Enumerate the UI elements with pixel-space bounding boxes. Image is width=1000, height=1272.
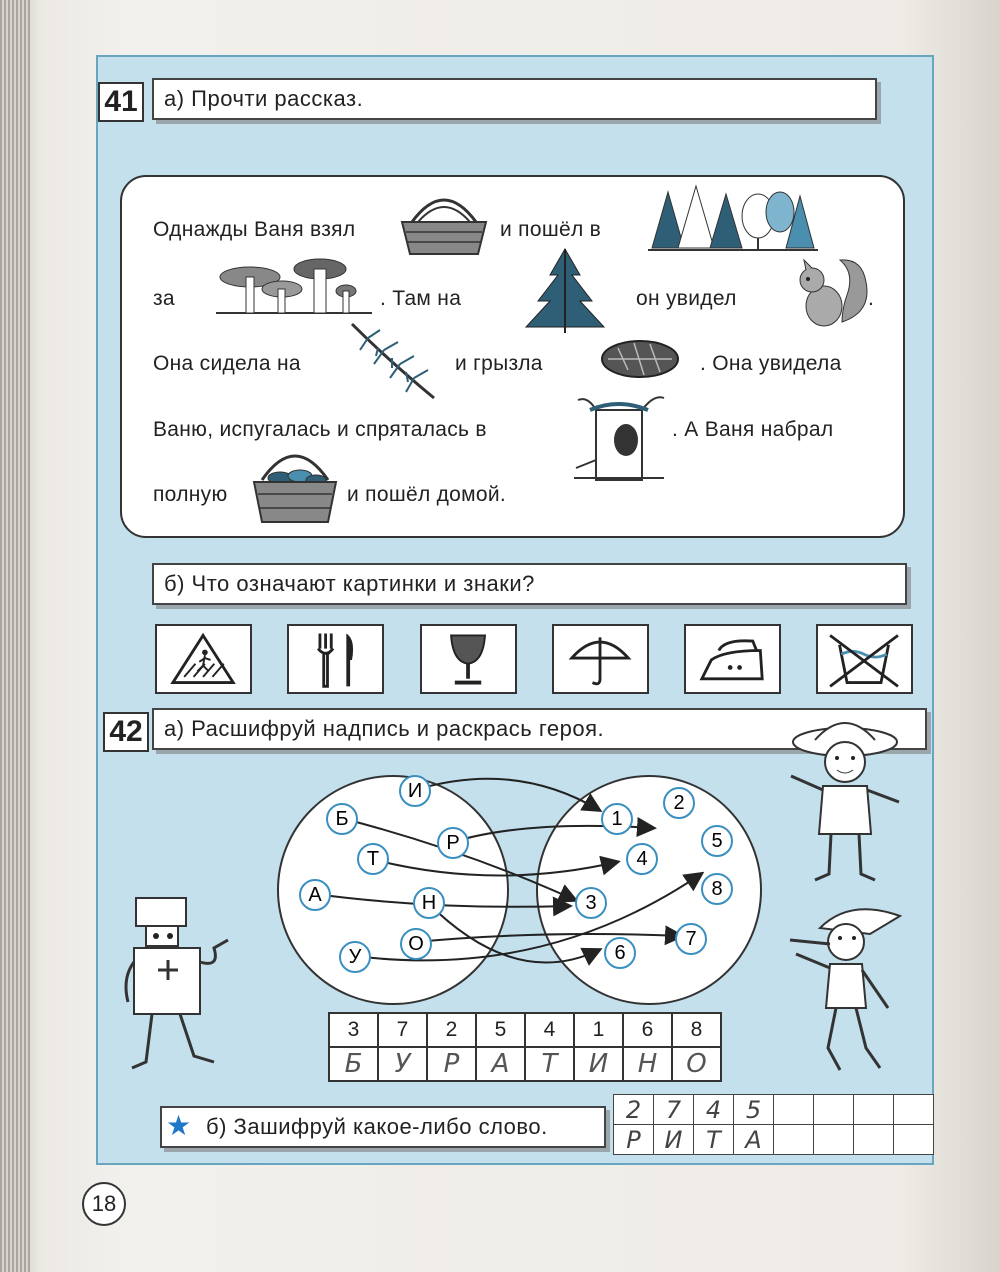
letter: А [308,884,322,906]
story-line-3a: Она сидела на [153,352,301,375]
letter: О [408,933,424,955]
story-line-2b: . Там на [380,287,462,310]
number: 7 [685,928,697,950]
cipher-table [328,1012,722,1082]
table-row-letters [614,1125,934,1155]
handwritten-cell[interactable] [854,1125,894,1155]
handwritten-cell[interactable] [814,1095,854,1125]
handwritten-cell[interactable]: 5 [734,1095,774,1125]
handwritten-cell[interactable]: 2 [614,1095,654,1125]
handwritten-cell[interactable] [774,1095,814,1125]
letter: У [348,946,362,968]
full-basket-icon [250,440,340,526]
handwritten-cell[interactable]: Н [623,1047,672,1081]
buratino-character-icon [770,898,910,1082]
story-line-3b: и грызла [455,352,543,375]
handwritten-cell[interactable]: И [654,1125,694,1155]
letter-circle [356,842,390,876]
star-icon: ★ [166,1110,192,1141]
task-41b-title: б) Что означают картинки и знаки? [152,563,907,605]
handwritten-cell[interactable]: 7 [654,1095,694,1125]
sign-no-washing [816,624,913,694]
letter-circle [338,940,372,974]
fork-knife-icon [289,626,382,692]
number-circle [662,786,696,820]
handwritten-cell[interactable]: Т [694,1125,734,1155]
sign-umbrella [552,624,649,694]
table-cell: 3 [329,1013,378,1047]
tree-hollow-icon [568,390,668,486]
handwritten-cell[interactable]: Р [614,1125,654,1155]
handwritten-cell[interactable] [894,1125,934,1155]
handwritten-cell[interactable] [774,1125,814,1155]
letter-circle [298,878,332,912]
sign-pedestrian-crossing [155,624,252,694]
table-row-answer [329,1047,721,1081]
umbrella-icon [554,626,647,692]
letter: Б [335,808,349,830]
story-line-1b: и пошёл в [500,218,602,241]
sign-iron [684,624,781,694]
story-line-2a: за [153,287,175,310]
pinecone-icon [598,336,682,382]
number-circle [674,922,708,956]
story-line-2c: он увидел [636,287,737,310]
number: 2 [673,792,685,814]
squirrel-icon [784,252,874,332]
letter: И [407,780,423,802]
story-line-5b: и пошёл домой. [347,483,507,506]
handwritten-cell[interactable]: Т [525,1047,574,1081]
story-line-5a: полную [153,483,228,506]
basket-icon [398,188,490,258]
pine-branch-icon [348,320,444,402]
letter-circle [436,826,470,860]
number-circle [700,824,734,858]
page-number: 18 [82,1182,126,1226]
handwritten-cell[interactable]: Р [427,1047,476,1081]
goblet-icon [422,626,515,692]
letter-circle [398,774,432,808]
table-cell: 7 [378,1013,427,1047]
handwritten-cell[interactable]: И [574,1047,623,1081]
handwritten-cell[interactable]: О [672,1047,721,1081]
forest-icon [648,182,818,252]
iron-icon [686,626,779,692]
mushrooms-icon [212,255,382,319]
number-circle [700,872,734,906]
letter-circle [412,886,446,920]
letter: Н [421,892,437,914]
page-edge [0,0,30,1272]
exercise-number-42: 42 [103,712,149,752]
pedestrian-crossing-icon [157,626,250,692]
table-cell: 6 [623,1013,672,1047]
table-row-numbers [614,1095,934,1125]
number: 3 [585,892,597,914]
number-circle [600,802,634,836]
table-cell: 2 [427,1013,476,1047]
story-line-2d: . [868,287,875,310]
letter-circle [325,802,359,836]
story-line-4b: . А Ваня набрал [672,418,834,441]
handwritten-cell[interactable] [814,1125,854,1155]
table-row-numbers [329,1013,721,1047]
handwritten-cell[interactable]: У [378,1047,427,1081]
sign-goblet [420,624,517,694]
number: 5 [711,830,723,852]
letter: Т [366,848,380,870]
letter-circle [399,927,433,961]
boy-character-icon [775,710,915,886]
table-cell: 8 [672,1013,721,1047]
task-42b-title: б) Зашифруй какое-либо слово. [160,1106,606,1148]
number-circle [603,936,637,970]
handwritten-cell[interactable]: А [476,1047,525,1081]
exercise-number-41: 41 [98,82,144,122]
encode-table [613,1094,934,1155]
spruce-icon [520,245,610,335]
no-washing-icon [818,626,911,692]
number-circle [574,886,608,920]
table-cell: 4 [525,1013,574,1047]
letter: Р [446,832,460,854]
number: 4 [636,848,648,870]
number-circle [625,842,659,876]
task-42a-title: а) Расшифруй надпись и раскрась героя. [152,708,927,750]
handwritten-cell[interactable]: А [734,1125,774,1155]
story-line-1a: Однажды Ваня взял [153,218,356,241]
number: 6 [614,942,626,964]
handwritten-cell[interactable]: Б [329,1047,378,1081]
handwritten-cell[interactable] [894,1095,934,1125]
story-line-3c: . Она увидела [700,352,842,375]
handwritten-cell[interactable] [854,1095,894,1125]
sign-fork-knife [287,624,384,694]
task-41a-title: а) Прочти рассказ. [152,78,877,120]
table-cell: 5 [476,1013,525,1047]
number: 8 [711,878,723,900]
robot-character-icon [118,892,246,1078]
table-cell: 1 [574,1013,623,1047]
number: 1 [611,808,623,830]
handwritten-cell[interactable]: 4 [694,1095,734,1125]
story-line-4a: Ваню, испугалась и спряталась в [153,418,487,441]
